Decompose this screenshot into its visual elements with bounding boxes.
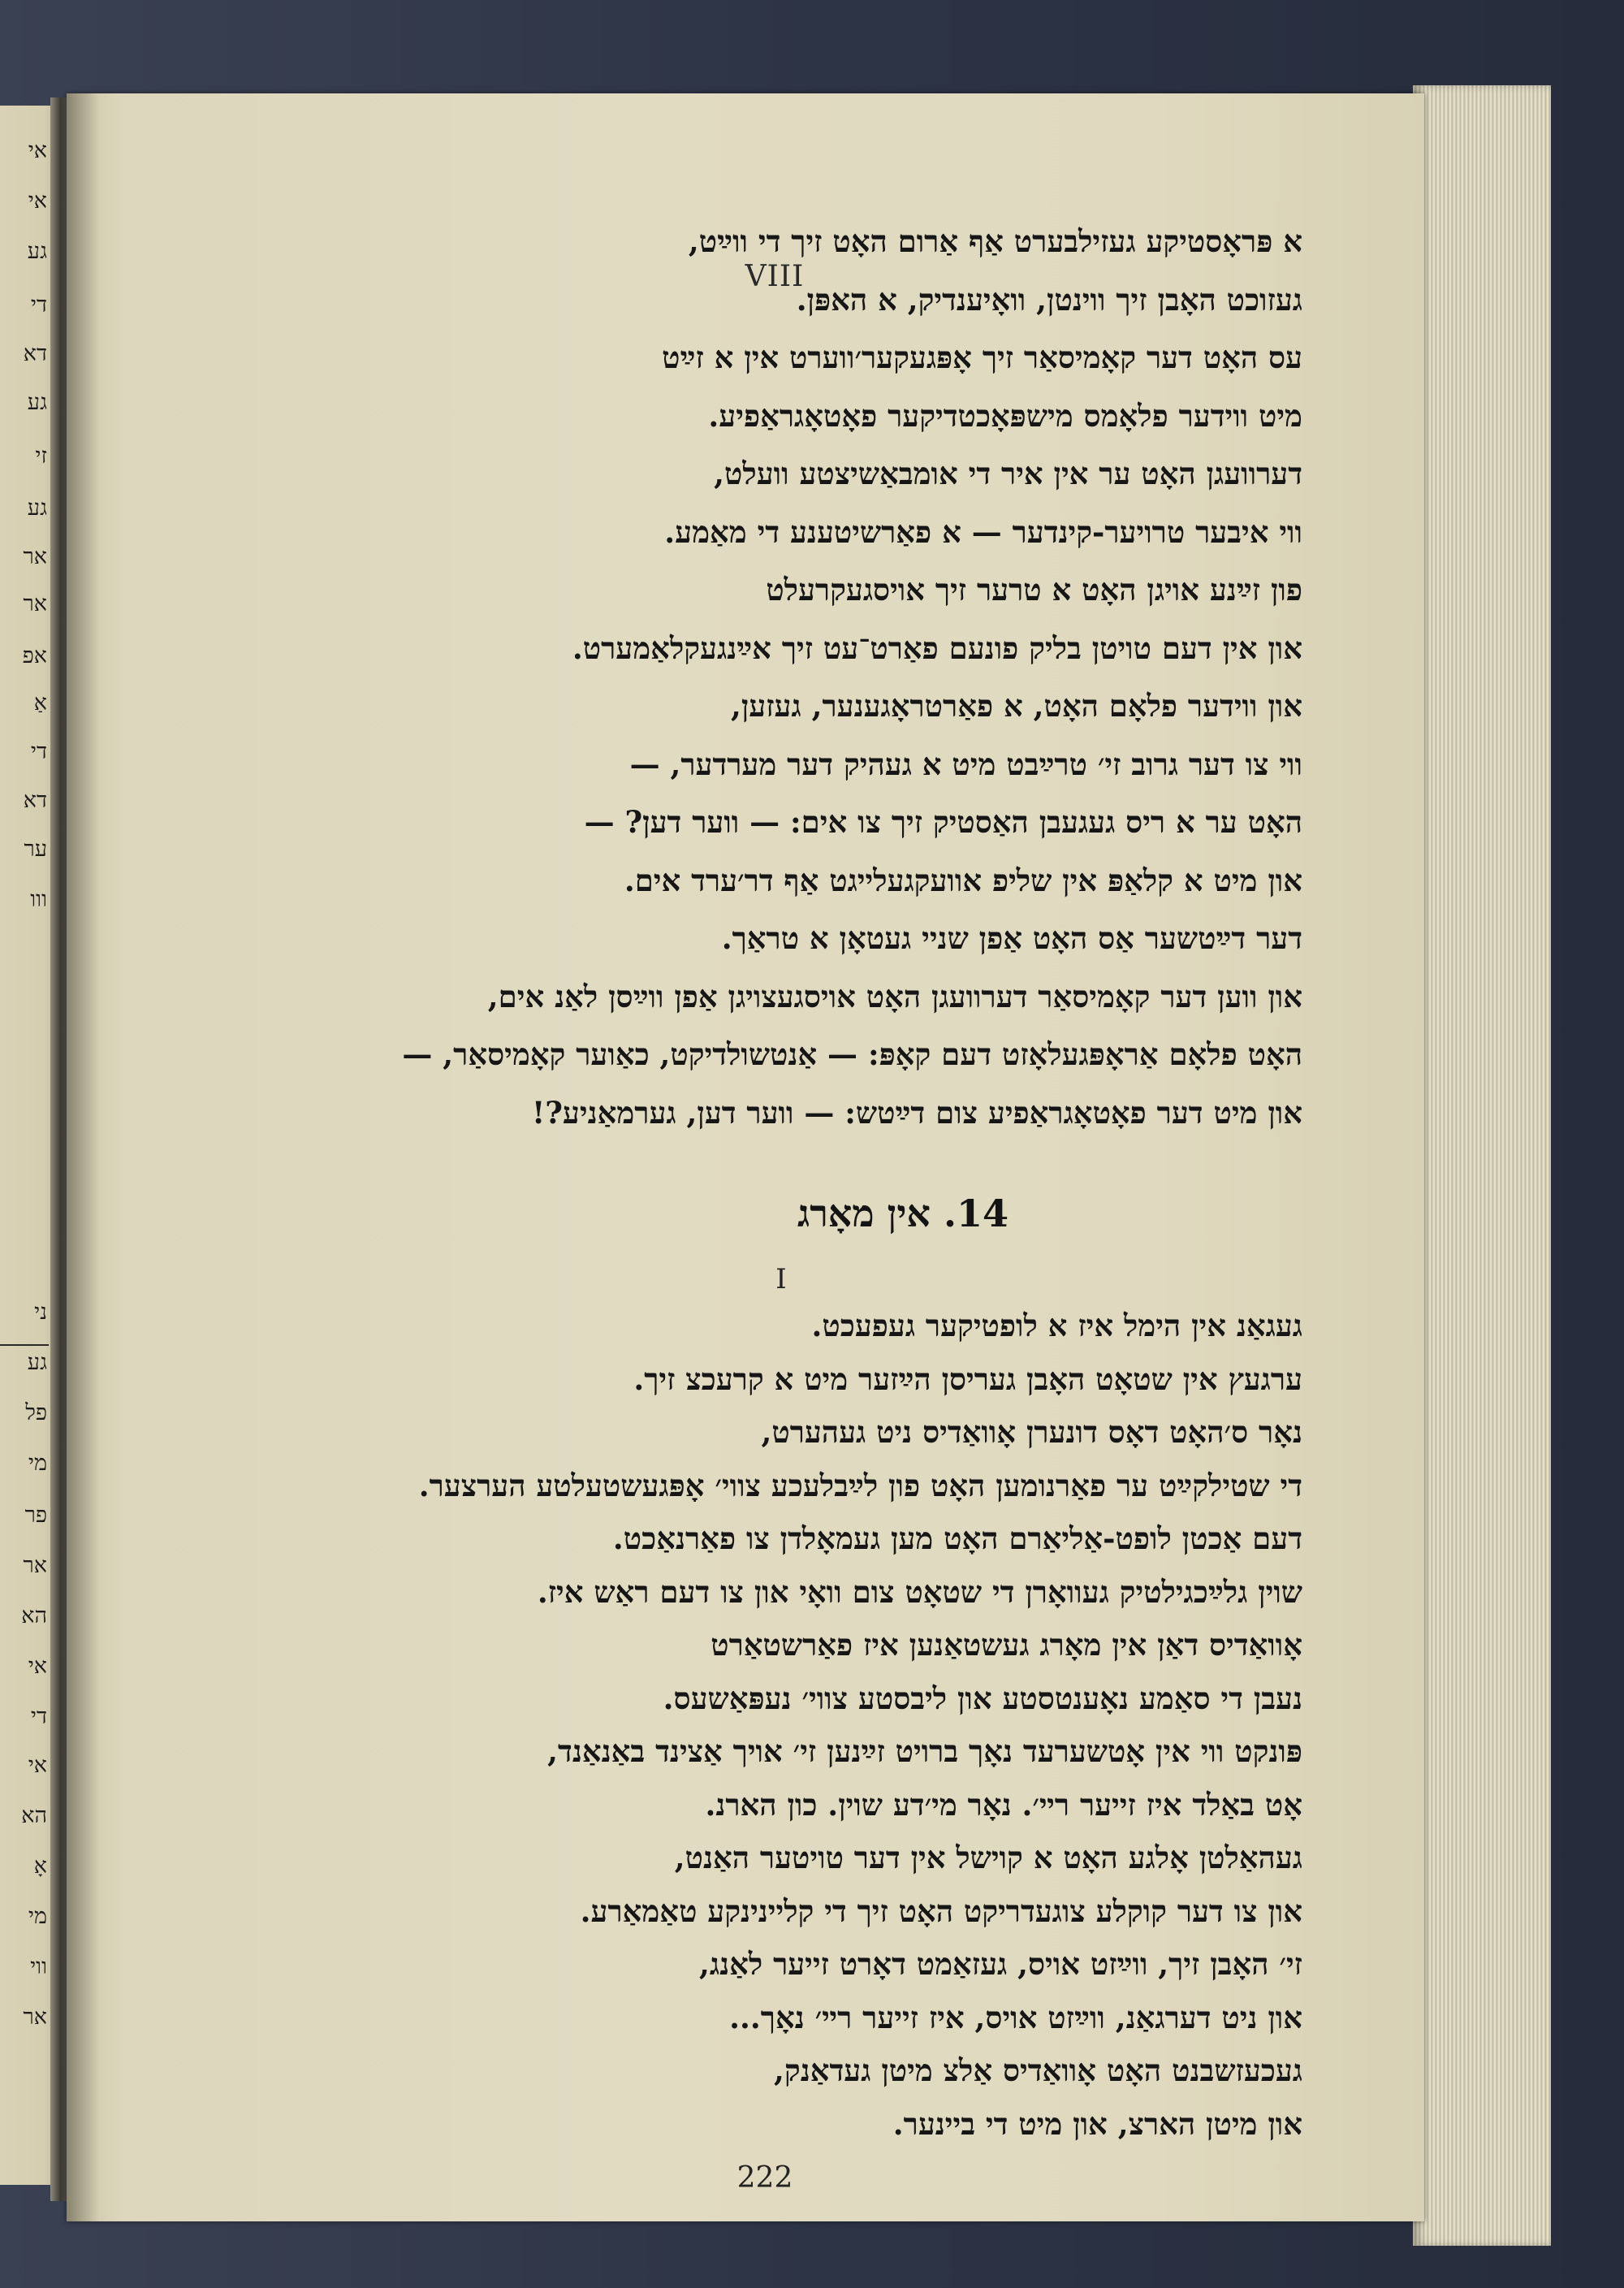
book-page (67, 93, 1424, 2221)
poem-line: און מיט א קלאַפּ אין שליפ אוועקגעלייגט אַף דר׳ערד אים. (624, 862, 1302, 898)
poem-line: ערגעץ אין שטאָט האָבן געריסן הײַזער מיט א קרעכצ זיך. (633, 1360, 1302, 1397)
poem-line: ווי צו דער גרוב זי׳ טרײַבט מיט א געהיק דער מערדער, — (629, 746, 1302, 782)
poem-line: פּונקט ווי אין אָטשערעד נאָך ברויט זײַנען זי׳ אויך אַצינד באַנאַנד, (547, 1733, 1302, 1769)
poem-line: דעם אַכטן לופט-אַליאַרם האָט מען געמאָלדן צו פאַרנאַכט. (612, 1520, 1302, 1556)
poem-line: נעבן די סאַמע נאָענטסטע און ליבסטע צווי׳ נעפּאַשעס. (663, 1680, 1302, 1716)
poem-line: פון זײַנע אויגן האָט א טרער זיך אויסגעקרעלט (766, 572, 1302, 608)
previous-page-fragment: אַ (33, 690, 47, 716)
previous-page-fragment: די (30, 1704, 47, 1729)
previous-page-fragment: גע (27, 1350, 47, 1375)
previous-page-fragment: אר (23, 544, 47, 569)
previous-page-fragment: הא (21, 1803, 47, 1828)
previous-page-fragment: ער (24, 837, 47, 862)
footnote-rule (0, 1344, 49, 1346)
previous-page-fragment: אפ (22, 643, 47, 668)
previous-page-fragment: אר (23, 591, 47, 616)
poem-line: געהאַלטן אָלגע האָט א קוישל אין דער טויטער האַנט, (674, 1840, 1302, 1875)
previous-page-fragment: דא (23, 341, 47, 366)
running-head: VIII (745, 260, 805, 293)
poem-line: און מיט דער פאָטאָגראַפיע צום דײַטש: — ווער דען, גערמאַניע?! (532, 1094, 1302, 1131)
previous-page-fragment: ווי (30, 1954, 47, 1979)
poem-line: מיט ווידער פלאָמס מישפּאָכטדיקער פאָטאָגראַפיע. (708, 397, 1302, 434)
previous-page-fragment: זי (35, 443, 47, 469)
poem-line: אָט באַלד איז זייער רײ׳. נאָר מי׳דע שוין. כון הארנ. (705, 1786, 1302, 1823)
previous-page-fragment: אי (28, 138, 47, 163)
section-numeral: I (775, 1263, 787, 1295)
previous-page-fragment: פל (25, 1400, 47, 1425)
previous-page-fragment: אָ (33, 1853, 47, 1879)
poem-line: דערוועגן האָט ער אין איר די אומבאַשיצטע וועלט, (714, 456, 1302, 491)
page-edge-stack (1413, 85, 1551, 2246)
poem-line: געגאַנ אין הימל איז א לופטיקער געפעכט. (811, 1308, 1302, 1343)
previous-page-fragment: דא (23, 788, 47, 813)
previous-page-fragment: ני (34, 1300, 47, 1325)
poem-line: און אין דעם טויטן בליק פונעם פאַרט־עט זיך אײַנגעקלאַמערט. (572, 629, 1302, 666)
poem-line: און ווען דער קאָמיסאַר דערוועגן האָט אויסגעצויגן אַפן ווײַסן לאַנ אים, (487, 978, 1302, 1014)
poem-line: די שטילקײַט ער פאַרנומען האָט פון לײַבלעכע צווי׳ אָפּגעשטעלטע הערצער. (418, 1467, 1302, 1503)
previous-page-fragment: פר (24, 1503, 47, 1528)
previous-page-fragment: אר (23, 1553, 47, 1578)
poem-line: האָט פלאָם אַראָפּגעלאָזט דעם קאָפּ: — אַנטשולדיקט, כאַוער קאָמיסאַר, — (402, 1036, 1302, 1072)
poem-line: האָט ער א ריס געגעבן האַסטיק זיך צו אים: — ווער דען? — (584, 804, 1302, 840)
poem-line: שוין גלײַכגילטיק געוואָרן די שטאָט צום וואָי און צו דעם ראַש איז. (537, 1573, 1302, 1610)
page-number: 222 (736, 2161, 793, 2195)
previous-page-fragment: ווו (30, 887, 47, 912)
poem-line: זי׳ האָבן זיך, ווײַזט אויס, געזאַמט דאָרט זייער לאַנג, (699, 1946, 1302, 1982)
poem-line: עס האָט דער קאָמיסאַר זיך אָפּגעקער׳ווערט אין א זײַט (662, 340, 1302, 375)
previous-page-fragment: מי (28, 1904, 47, 1929)
poem-line: און צו דער קוקלע צוגעדריקט האָט זיך די קליינינקע טאַמאַרע. (580, 1892, 1302, 1929)
poem-line: געזוכט האָבן זיך ווינטן, וואָיענדיק, א האפּן. (796, 281, 1302, 318)
previous-page-fragment: די (30, 292, 47, 318)
previous-page-fragment: הא (21, 1603, 47, 1628)
previous-page-fragment: אי (28, 1753, 47, 1778)
previous-page-fragment: די (30, 739, 47, 764)
poem-line: אָוואַדיס דאַן אין מאָרג געשטאַנען איז פאַרשטאַרט (710, 1627, 1302, 1663)
previous-page-fragment: אי (28, 188, 47, 214)
previous-page-fragment: אר (23, 2005, 47, 2030)
poem-line: ווי איבער טרויער-קינדער — א פאַרשיטענע די מאַמע. (664, 513, 1302, 550)
poem-line: און ווידער פלאָם האָט, א פאַרטראָגענער, געזען, (730, 688, 1302, 724)
spine-shadow (67, 93, 99, 2221)
previous-page-fragment: גע (27, 495, 47, 521)
poem-title: 14. אין מאָרג (797, 1192, 1009, 1235)
poem-line: און ניט דערגאַנ, ווײַזט אויס, איז זייער רײ׳ נאָך... (729, 1999, 1302, 2035)
poem-line: און מיטן הארצ, און מיט די ביינער. (892, 2105, 1302, 2142)
previous-page-fragment: גע (27, 239, 47, 264)
poem-line: געכעזשבנט האָט אָוואַדיס אַלצ מיטן געדאַנק, (774, 2052, 1302, 2088)
poem-line: דער דײַטשער אַס האָט אַפן שניי געטאָן א טראַך. (721, 920, 1302, 956)
poem-line: נאָר ס׳האָט דאָס דונערן אָוואַדיס ניט געהערט, (761, 1414, 1302, 1450)
previous-page-fragment: גע (27, 390, 47, 415)
previous-page-fragment: אי (28, 1654, 47, 1679)
previous-page-fragment: מי (28, 1451, 47, 1476)
poem-line: א פּראָסטיקע געזילבערט אַף אַרום האָט זיך די ווײַט, (688, 223, 1302, 259)
